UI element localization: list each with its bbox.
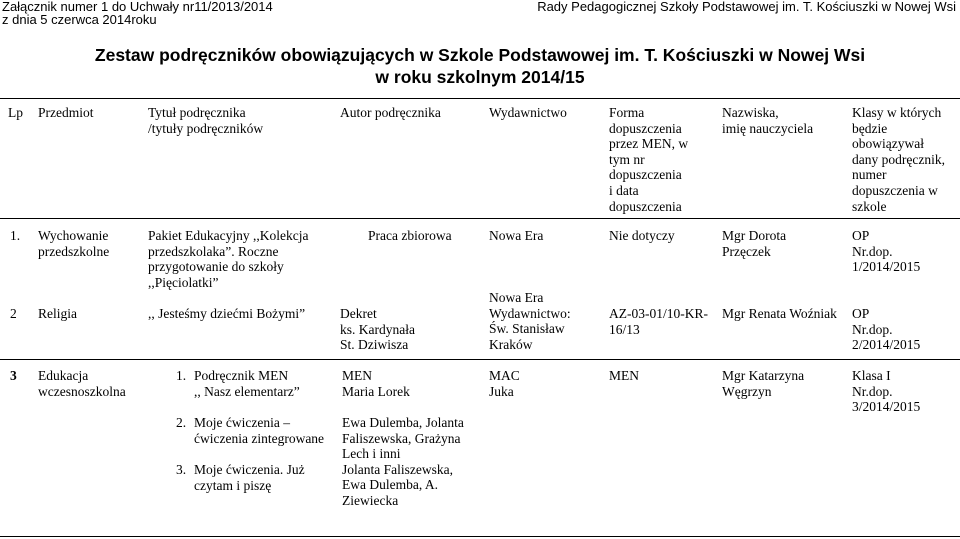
- attachment-date: z dnia 5 czerwca 2014roku: [2, 12, 157, 27]
- cell-line: OP: [852, 228, 870, 243]
- cell-line: Nr.dop.: [852, 321, 893, 337]
- row3-item1-number: 1.: [176, 368, 187, 383]
- table-top-rule: [0, 98, 960, 99]
- cell-line: Podręcznik MEN: [194, 368, 289, 383]
- cell-line: AZ-03-01/10-KR-: [609, 306, 708, 321]
- col-header-przedmiot: Przedmiot: [38, 105, 94, 120]
- header-line: dopuszczenia: [609, 120, 682, 136]
- header-line: numer: [852, 167, 887, 183]
- header-line: przez MEN, w: [609, 136, 689, 152]
- council-header: Rady Pedagogicznej Szkoły Podstawowej im. T. Kościuszki w Nowej Wsi: [537, 0, 956, 14]
- col-header-forma: [609, 105, 688, 214]
- row1-lp: 1.: [10, 228, 21, 243]
- header-bottom-rule: [0, 218, 960, 219]
- row3-lp: 3: [10, 368, 17, 383]
- attachment-header: [2, 0, 273, 26]
- cell-line: Mgr Katarzyna: [722, 368, 805, 383]
- cell-line: OP: [852, 306, 870, 321]
- row2-autor: [340, 306, 415, 353]
- cell-line: Jolanta Faliszewska,: [342, 461, 453, 477]
- row3-item3-title: [194, 462, 305, 493]
- row2-przedmiot: Religia: [38, 306, 77, 321]
- row1-przedmiot: [38, 228, 109, 259]
- row1-forma: Nie dotyczy: [609, 228, 675, 243]
- cell-line: Kraków: [489, 336, 533, 352]
- row2-klasy: [852, 306, 920, 353]
- cell-line: Moje ćwiczenia. Już: [194, 462, 305, 477]
- row3-autor-men: [342, 368, 410, 399]
- header-line: dopuszczenia: [609, 198, 682, 214]
- cell-line: czytam i piszę: [194, 477, 272, 493]
- cell-line: przedszkolne: [38, 243, 110, 259]
- cell-line: ćwiczenia zintegrowane: [194, 430, 325, 446]
- row1-tytul: [148, 228, 308, 290]
- col-header-klasy: [852, 105, 945, 214]
- row2-wydawnictwo: [489, 290, 571, 352]
- cell-line: Dekret: [340, 306, 377, 321]
- cell-line: Ewa Dulemba, Jolanta: [342, 415, 464, 430]
- cell-line: Faliszewska, Grażyna: [342, 430, 461, 446]
- cell-line: ks. Kardynała: [340, 321, 415, 337]
- table-bottom-rule: [0, 536, 960, 537]
- cell-line: MAC: [489, 368, 520, 383]
- header-line: dany podręcznik,: [852, 151, 945, 167]
- cell-line: Pakiet Edukacyjny ,,Kolekcja: [148, 228, 309, 243]
- header-line: dopuszczenia: [609, 167, 682, 183]
- header-line: Nazwiska,: [722, 105, 779, 120]
- row1-nazwiska: [722, 228, 786, 259]
- attachment-line: Załącznik numer 1 do Uchwały nr11/2013/2014: [2, 0, 273, 14]
- title-line-1: Zestaw podręczników obowiązujących w Szkole Podstawowej im. T. Kościuszki w Nowej Wsi: [94, 45, 866, 65]
- col-header-wydawnictwo: Wydawnictwo: [489, 105, 567, 120]
- row2-lp: 2: [10, 306, 17, 321]
- header-line: obowiązywał: [852, 136, 924, 152]
- col-header-lp: Lp: [8, 105, 23, 120]
- cell-line: Klasa I: [852, 368, 891, 383]
- cell-line: Wychowanie: [38, 228, 109, 243]
- row3-wydawnictwo: [489, 368, 520, 399]
- header-line: dopuszczenia w: [852, 182, 938, 198]
- cell-line: Węgrzyn: [722, 383, 772, 399]
- header-line: /tytuły podręczników: [148, 120, 264, 136]
- row3-klasy: [852, 368, 920, 415]
- header-line: imię nauczyciela: [722, 120, 814, 136]
- cell-line: St. Dziwisza: [340, 337, 409, 353]
- cell-line: Juka: [489, 383, 514, 399]
- header-line: Klasy w których: [852, 105, 942, 120]
- row3-autor-names: [342, 415, 464, 509]
- cell-line: wczesnoszkolna: [38, 383, 126, 399]
- row1-klasy: [852, 228, 920, 275]
- header-line: Forma: [609, 105, 645, 120]
- cell-line: Lech i inni: [342, 446, 401, 462]
- row3-item2-number: 2.: [176, 415, 187, 430]
- header-line: Tytuł podręcznika: [148, 105, 246, 120]
- row2-nazwiska: Mgr Renata Woźniak: [722, 306, 837, 321]
- col-header-tytul: [148, 105, 263, 136]
- cell-line: ,, Nasz elementarz”: [194, 383, 300, 399]
- cell-line: Nowa Era: [489, 290, 544, 305]
- cell-line: Edukacja: [38, 368, 89, 383]
- row3-item3-number: 3.: [176, 462, 187, 477]
- cell-line: 1/2014/2015: [852, 259, 921, 275]
- cell-line: 16/13: [609, 321, 640, 337]
- row3-item2-title: [194, 415, 324, 446]
- cell-line: Wydawnictwo:: [489, 305, 571, 321]
- cell-line: MEN: [342, 368, 372, 383]
- cell-line: przygotowanie do szkoły: [148, 259, 284, 275]
- cell-line: 2/2014/2015: [852, 337, 921, 353]
- cell-line: Nr.dop.: [852, 243, 893, 259]
- cell-line: ,,Pięciolatki”: [148, 274, 219, 290]
- cell-line: Mgr Dorota: [722, 228, 787, 243]
- header-line: szkole: [852, 198, 887, 214]
- row2-forma: [609, 306, 708, 337]
- col-header-autor: Autor podręcznika: [340, 105, 441, 120]
- row-divider-rule: [0, 359, 960, 360]
- row1-autor: Praca zbiorowa: [368, 228, 452, 243]
- col-header-nazwiska: [722, 105, 813, 136]
- title-line-2: w roku szkolnym 2014/15: [375, 67, 585, 87]
- row3-przedmiot: [38, 368, 126, 399]
- cell-line: Przęczek: [722, 243, 771, 259]
- cell-line: Ziewiecka: [342, 492, 399, 508]
- cell-line: Nr.dop.: [852, 383, 893, 399]
- row2-tytul: ,, Jesteśmy dziećmi Bożymi”: [148, 306, 306, 321]
- cell-line: Maria Lorek: [342, 383, 410, 399]
- cell-line: 3/2014/2015: [852, 399, 921, 415]
- header-line: będzie: [852, 120, 888, 136]
- cell-line: Ewa Dulemba, A.: [342, 477, 438, 493]
- row3-forma: MEN: [609, 368, 639, 383]
- cell-line: Moje ćwiczenia –: [194, 415, 290, 430]
- header-line: i data: [609, 182, 639, 198]
- cell-line: przedszkolaka”. Roczne: [148, 243, 279, 259]
- document-title: [0, 44, 960, 88]
- cell-line: Św. Stanisław: [489, 321, 565, 337]
- row3-item1-title: [194, 368, 300, 399]
- row3-nazwiska: [722, 368, 804, 399]
- header-line: tym nr: [609, 151, 645, 167]
- row1-wydawnictwo: Nowa Era: [489, 228, 544, 243]
